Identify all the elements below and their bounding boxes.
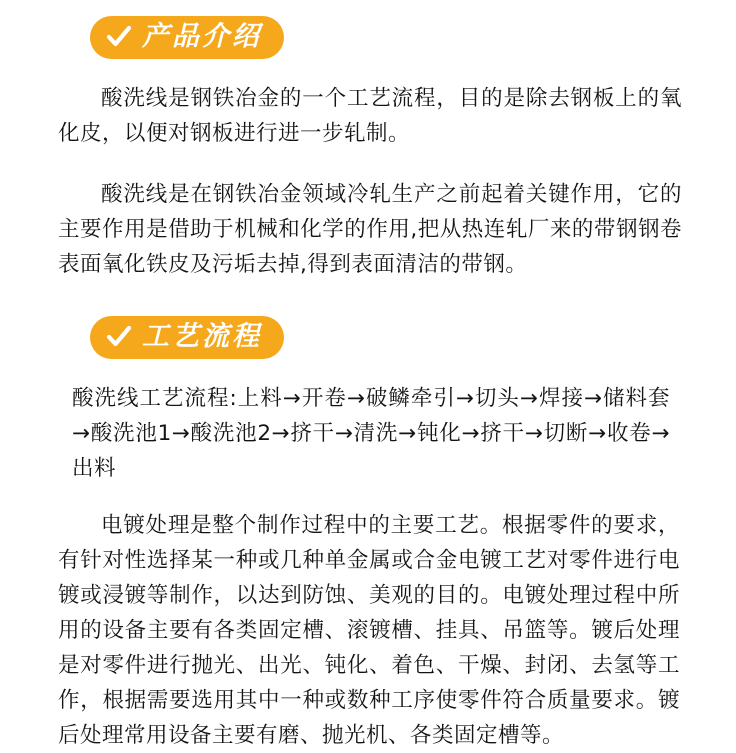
section-heading-label: 产品介绍 [142, 21, 262, 52]
product-intro-paragraph-1-block [36, 81, 700, 151]
process-flow-paragraph-2-block [36, 508, 700, 753]
section-heading-label: 工艺流程 [142, 321, 262, 352]
process-flow-paragraph-2: 电镀处理是整个制作过程中的主要工艺。根据零件的要求，有针对性选择某一种或几种单金属或合金电镀工艺对零件进行电镀或浸镀等制作，以达到防蚀、美观的目的。电镀处理过程中所用的设备主要有各类固定槽、滚镀槽、挂具、吊篮等。镀后处理是对零件进行抛光、出光、钝化、着色、干燥、封闭、去氢等工作，根据需要选用其中一种或数种工序使零件符合质量要求。镀后处理常用设备主要有磨、抛光机、各类固定槽等。 [58, 513, 680, 748]
process-flow-paragraph-1: 酸洗线工艺流程:上料→开卷→破鳞牵引→切头→焊接→储料套→酸洗池1→酸洗池2→挤干→清洗→钝化→挤干→切断→收卷→出料 [72, 386, 670, 481]
section-process-flow-header-wrap [36, 282, 700, 359]
product-intro-paragraph-2-block [36, 177, 700, 282]
section-heading-product-intro [90, 16, 284, 59]
product-intro-paragraph-2: 酸洗线是在钢铁冶金领域冷轧生产之前起着关键作用，它的主要作用是借助于机械和化学的作用,把从热连轧厂来的带钢钢卷表面氧化铁皮及污垢去掉,得到表面清洁的带钢。 [58, 182, 682, 277]
check-icon [106, 324, 132, 350]
section-heading-process-flow [90, 316, 284, 359]
check-icon [106, 24, 132, 50]
product-intro-paragraph-1: 酸洗线是钢铁冶金的一个工艺流程，目的是除去钢板上的氧化皮，以便对钢板进行进一步轧制。 [58, 86, 682, 146]
process-flow-paragraph-1-block [36, 381, 700, 486]
section-product-intro-header-wrap [36, 0, 700, 59]
